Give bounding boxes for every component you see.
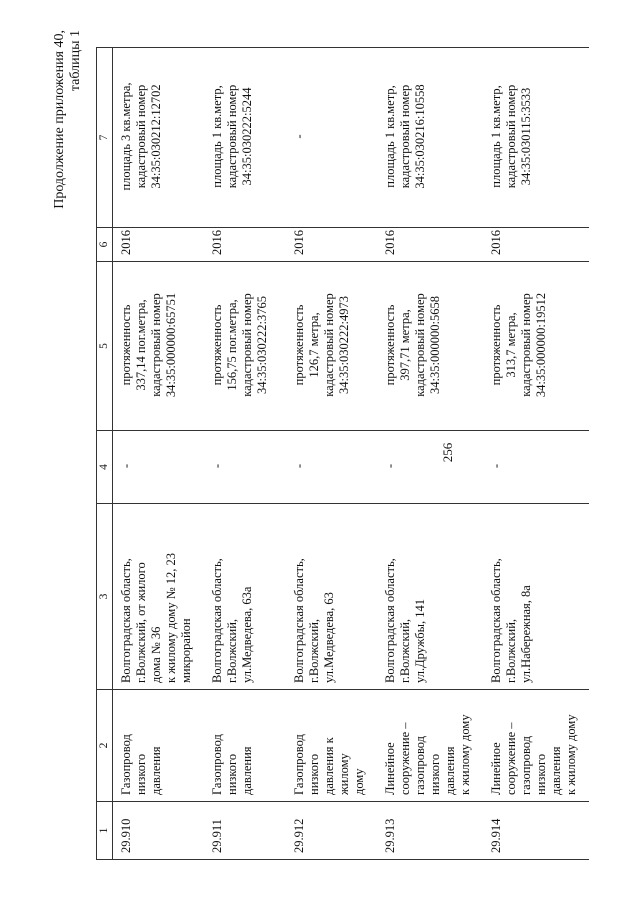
land-plot-info: площадь 1 кв.метр, кадастровый номер 34:35:030216:10558 [377,48,483,228]
object-name: Линейное сооружение – газопровод низкого давления к жилому дому [483,690,589,802]
table-row [286,48,377,860]
column-header-1: 1 [97,802,113,860]
year: 2016 [377,228,483,262]
column-header-7: 7 [97,48,113,228]
continuation-line-2: таблицы 1 [68,30,83,92]
column-header-2: 2 [97,690,113,802]
object-address: Волгоградская область, г.Волжский, ул.Дружбы, 141 [377,504,483,690]
object-parameters: протяженность 313,7 метра, кадастровый номер 34:35:000000:19512 [483,262,589,431]
land-plot-info: - [286,48,377,228]
row-number: 29.914 [483,802,589,860]
year: 2016 [286,228,377,262]
object-address: Волгоградская область, г.Волжский, ул.Набережная, 8а [483,504,589,690]
land-plot-info: площадь 3 кв.метра, кадастровый номер 34:35:030212:12702 [113,48,205,228]
land-plot-info: площадь 1 кв.метр, кадастровый номер 34:35:030222:5244 [204,48,286,228]
column-header-6: 6 [97,228,113,262]
continuation-line-1: Продолжение приложения 40, [52,30,67,209]
object-parameters: протяженность 156,75 пог.метра, кадастровый номер 34:35:030222:3765 [204,262,286,431]
year: 2016 [113,228,205,262]
year: 2016 [204,228,286,262]
column-header-4: 4 [97,431,113,504]
table-row [204,48,286,860]
column-4-value: - [483,431,589,504]
row-number: 29.913 [377,802,483,860]
object-parameters: протяженность 126,7 метра, кадастровый номер 34:35:030222:4973 [286,262,377,431]
object-name: Газопровод низкого давления [204,690,286,802]
page-number: 256 [440,442,455,463]
column-4-value: - [286,431,377,504]
column-4-value: - [204,431,286,504]
column-header-5: 5 [97,262,113,431]
object-address: Волгоградская область, г.Волжский, ул.Медведева, 63а [204,504,286,690]
table-row [113,48,205,860]
object-parameters: протяженность 337,14 пог.метра, кадастровый номер 34:35:000000:65751 [113,262,205,431]
object-parameters: протяженность 397,71 метра, кадастровый номер 34:35:000000:5658 [377,262,483,431]
table-row [377,48,483,860]
column-header-3: 3 [97,504,113,690]
object-name: Линейное сооружение – газопровод низкого давления к жилому дому [377,690,483,802]
row-number: 29.911 [204,802,286,860]
table-header-row [97,48,113,860]
table-row [483,48,589,860]
object-address: Волгоградская область, г.Волжский, ул.Медведева, 63 [286,504,377,690]
year: 2016 [483,228,589,262]
land-plot-info: площадь 1 кв.метр, кадастровый номер 34:35:030115:3533 [483,48,589,228]
column-4-value: - [377,431,483,504]
object-address: Волгоградская область, г.Волжский, от жилого дома № 36 к жилому дому № 12, 23 микрорайон [113,504,205,690]
row-number: 29.912 [286,802,377,860]
object-name: Газопровод низкого давления к жилому дому [286,690,377,802]
object-name: Газопровод низкого давления [113,690,205,802]
register-table [96,47,589,860]
row-number: 29.910 [113,802,205,860]
continuation-title [52,30,84,209]
column-4-value: - [113,431,205,504]
